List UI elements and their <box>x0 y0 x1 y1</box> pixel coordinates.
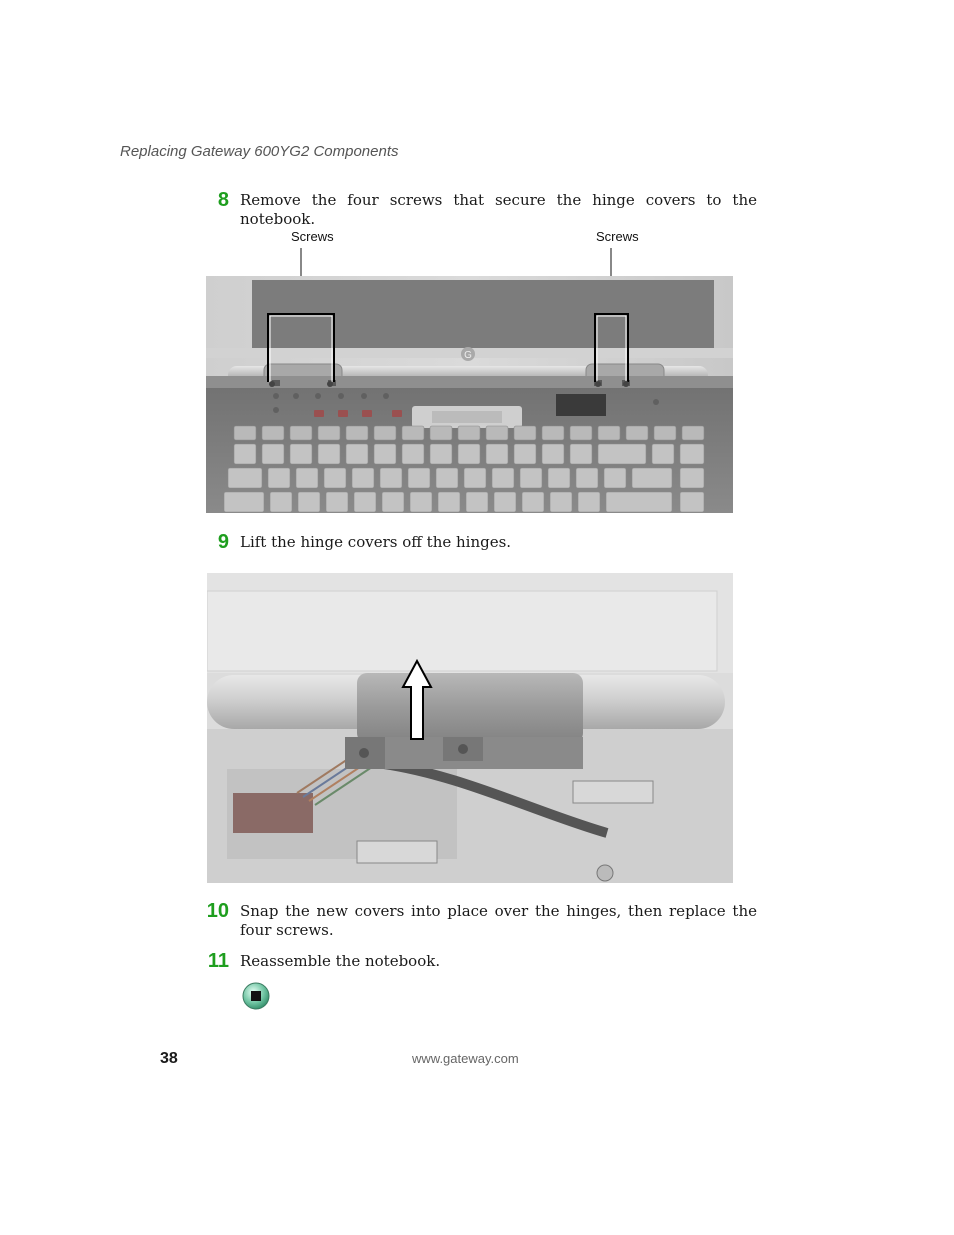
step-text-10: Snap the new covers into place over the hinges, then replace the four screws. <box>240 902 757 939</box>
svg-text:G: G <box>464 350 472 361</box>
running-header: Replacing Gateway 600YG2 Components <box>120 143 399 160</box>
callout-screws-left: Screws <box>291 229 334 244</box>
step-number-11: 11 <box>207 950 229 972</box>
stop-square-icon <box>242 982 272 1012</box>
footer-url: www.gateway.com <box>412 1051 519 1066</box>
step-number-9: 9 <box>217 531 229 553</box>
step-number-8: 8 <box>217 189 229 211</box>
figure-notebook-hinge-screws <box>206 246 733 513</box>
step-text-11: Reassemble the notebook. <box>240 952 441 970</box>
step-text-9: Lift the hinge covers off the hinges. <box>240 533 512 551</box>
page-number: 38 <box>160 1050 178 1067</box>
callout-screws-right: Screws <box>596 229 639 244</box>
figure-lift-hinge-cover <box>207 573 733 883</box>
step-text-8: Remove the four screws that secure the hinge covers to the notebook. <box>240 191 757 228</box>
step-number-10: 10 <box>206 900 229 922</box>
